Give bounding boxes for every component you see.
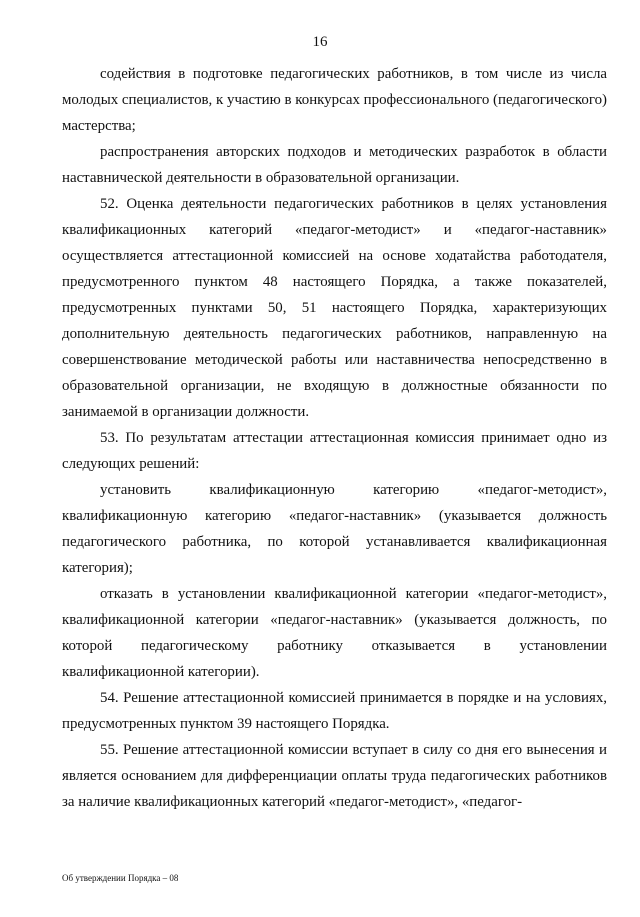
paragraph: установить квалификационную категорию «педагог-методист», квалификационную категорию «педагог-наставник» (указывается должность педагогического работника, по которой устанавливается квалификационная категория); — [62, 482, 607, 576]
paragraph: 55. Решение аттестационной комиссии вступает в силу со дня его вынесения и является основанием для дифференциации оплаты труда педагогических работников за наличие квалификационных категорий «педагог-методист», «педагог- — [62, 742, 607, 810]
paragraph: отказать в установлении квалификационной категории «педагог-методист», квалификационной категории «педагог-наставник» (указывается должность, по которой педагогическому работнику отказывается в установлении квалификационной категории). — [62, 586, 607, 680]
paragraph: распространения авторских подходов и методических разработок в области наставнической деятельности в образовательной организации. — [62, 144, 607, 186]
document-body — [62, 61, 607, 815]
paragraph: 53. По результатам аттестации аттестационная комиссия принимает одно из следующих решений: — [62, 430, 607, 472]
page-number: 16 — [312, 34, 328, 50]
paragraph: 52. Оценка деятельности педагогических работников в целях установления квалификационных категорий «педагог-методист» и «педагог-наставник» осуществляется аттестационной комиссией на основе ходатайства работодателя, предусмотренного пунктом 48 настоящего Порядка, а также показателей, предусмотренных пунктами 50, 51 настоящего Порядка, характеризующих дополнительную деятельность педагогических работников, направленную на совершенствование методической работы или наставничества непосредственно в образовательной организации, не входящую в должностные обязанности по занимаемой в организации должности. — [62, 196, 607, 420]
footer-note: Об утверждении Порядка – 08 — [62, 873, 179, 883]
paragraph: содействия в подготовке педагогических работников, в том числе из числа молодых специалистов, к участию в конкурсах профессионального (педагогического) мастерства; — [62, 66, 607, 134]
paragraph: 54. Решение аттестационной комиссией принимается в порядке и на условиях, предусмотренных пунктом 39 настоящего Порядка. — [62, 690, 607, 732]
